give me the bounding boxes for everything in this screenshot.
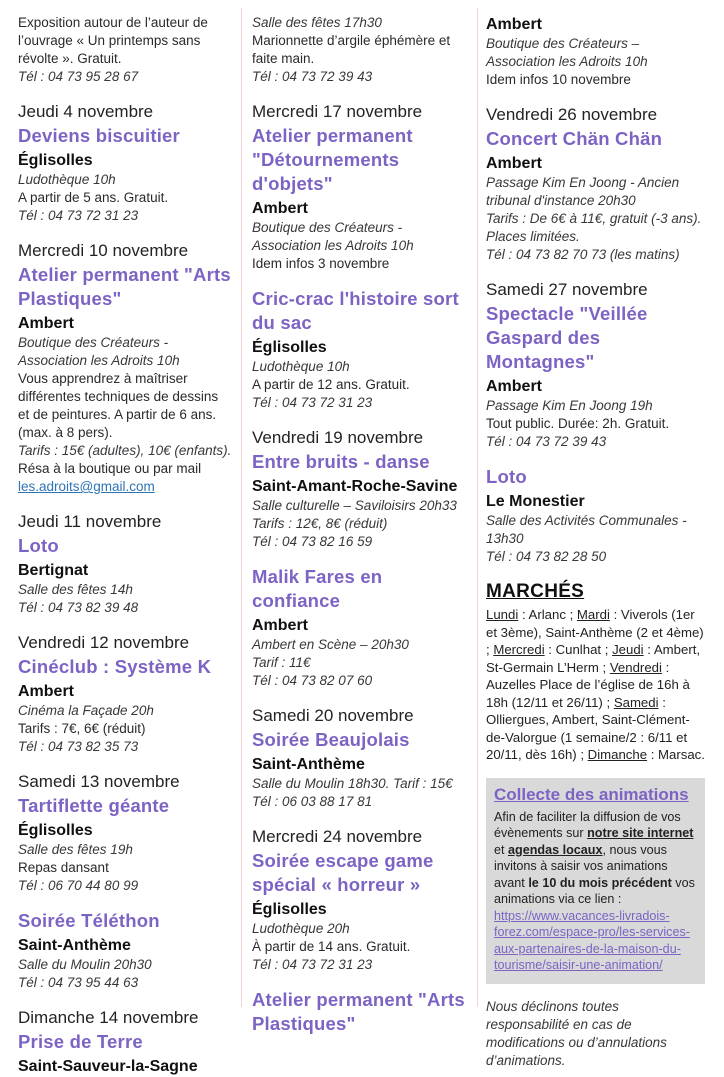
event-detail: Tél : 04 73 82 35 73: [18, 739, 139, 754]
event-detail: Cinéma la Façade 20h: [18, 703, 154, 718]
collecte-box: [486, 778, 705, 984]
event-town: Églisolles: [252, 339, 327, 356]
text-segment: le 10 du mois précédent: [528, 875, 672, 890]
event-date: Samedi 27 novembre: [486, 280, 648, 299]
event-block: [18, 770, 233, 895]
text-segment: vos animations via ce lien :: [494, 875, 699, 906]
text-segment: : Auzelles Place de l’église de 16h à 18h (12/11 et 26/11) ;: [486, 659, 694, 710]
event-detail: Salle culturelle – Saviloisirs 20h33: [252, 498, 457, 513]
event-detail: Repas dansant: [18, 860, 109, 875]
event-title: Concert Chän Chän: [486, 128, 663, 149]
event-detail: Tél : 04 73 82 07 60: [252, 673, 373, 688]
event-title: Atelier permanent "Arts Plastiques": [252, 989, 465, 1034]
event-title: Prise de Terre: [18, 1031, 143, 1052]
event-block: [18, 14, 233, 86]
day-label: Samedi: [613, 694, 659, 710]
event-detail: Tarifs : 7€, 6€ (réduit): [18, 721, 146, 736]
marches-section: [486, 580, 708, 764]
event-detail: Tarifs : 15€ (adultes), 10€ (enfants).: [18, 443, 232, 458]
event-detail: Vous apprendrez à maîtriser différentes techniques de dessins et de peintures. A partir de 6 ans. (max. à 8 pers).: [18, 371, 219, 440]
event-block: [486, 14, 705, 89]
event-block: [18, 909, 233, 992]
event-town: Ambert: [486, 16, 543, 33]
event-town: Églisolles: [18, 822, 93, 839]
event-detail: Marionnette d’argile éphémère et faite main.: [252, 33, 451, 66]
event-town: Saint-Sauveur-la-Sagne: [18, 1058, 198, 1075]
day-label: Mardi: [576, 607, 610, 622]
event-town: Bertignat: [18, 562, 89, 579]
event-block: [252, 988, 467, 1036]
event-date: Vendredi 12 novembre: [18, 633, 190, 652]
event-detail: A partir de 12 ans. Gratuit.: [252, 377, 410, 392]
event-detail: À partir de 14 ans. Gratuit.: [252, 939, 411, 954]
text-segment: : Olliergues, Ambert, Saint-Clément-de-Valorgue (1 semaine/2 : 6/11 et 20/11, dès 16h) ;: [486, 694, 691, 762]
event-date: Jeudi 4 novembre: [18, 102, 154, 121]
day-label: Jeudi: [612, 642, 644, 657]
event-detail: Salle du Moulin 18h30. Tarif : 15€: [252, 776, 453, 791]
event-block: [252, 100, 467, 273]
text-segment: Afin de faciliter la diffusion de vos évènements sur: [494, 809, 685, 840]
event-detail: A partir de 5 ans. Gratuit.: [18, 190, 169, 205]
event-title: Tartiflette géante: [18, 795, 170, 816]
event-detail: Ambert en Scène – 20h30: [252, 637, 409, 652]
event-date: Samedi 20 novembre: [252, 706, 414, 725]
event-title: Soirée Téléthon: [18, 910, 160, 931]
event-town: Ambert: [486, 378, 543, 395]
event-town: Saint-Anthème: [18, 937, 131, 954]
event-detail: Exposition autour de l’auteur de l’ouvrage « Un printemps sans révolte ». Gratuit.: [18, 15, 208, 66]
event-title: Cric-crac l'histoire sort du sac: [252, 288, 459, 333]
text-segment: : Cunlhat ;: [544, 642, 613, 657]
event-detail: Tél : 04 73 72 31 23: [252, 957, 373, 972]
event-detail: Tél : 04 73 72 31 23: [18, 208, 139, 223]
event-block: [252, 426, 467, 551]
event-block: [486, 465, 705, 566]
event-detail: Tarifs : De 6€ à 11€, gratuit (-3 ans). Places limitées.: [486, 211, 702, 244]
event-detail: Tout public. Durée: 2h. Gratuit.: [486, 416, 670, 431]
email-link[interactable]: les.adroits@gmail.com: [18, 479, 155, 494]
event-title: Entre bruits - danse: [252, 451, 430, 472]
event-date: Vendredi 26 novembre: [486, 105, 658, 124]
column-divider: [477, 8, 478, 1007]
event-detail: Tél : 04 73 82 39 48: [18, 600, 139, 615]
event-title: Cinéclub : Système K: [18, 656, 212, 677]
event-detail: Idem infos 3 novembre: [252, 256, 390, 271]
event-detail: Nous déclinons toutes responsabilité en cas de modifications ou d’annulations d’animations.: [486, 998, 667, 1068]
event-date: Dimanche 14 novembre: [18, 1008, 199, 1027]
marches-text: [486, 606, 708, 764]
event-detail: Salle des fêtes 17h30: [252, 15, 382, 30]
marches-heading: MARCHÉS: [486, 581, 585, 602]
text-segment: , nous vous invitons à saisir vos animations avant: [494, 842, 672, 890]
inline-link[interactable]: notre site internet: [587, 826, 694, 840]
event-town: Ambert: [486, 155, 543, 172]
day-label: Mercredi: [493, 642, 545, 657]
event-town: Ambert: [18, 315, 75, 332]
event-block: [486, 998, 705, 1070]
event-title: Loto: [18, 535, 59, 556]
event-block: [18, 631, 233, 756]
event-detail: Résa à la boutique ou par mail: [18, 461, 202, 476]
event-detail: Tél : 04 73 95 44 63: [18, 975, 139, 990]
event-block: [252, 825, 467, 974]
event-block: [18, 239, 233, 496]
columns-container: [18, 12, 706, 1077]
text-segment: et: [494, 826, 697, 857]
event-detail: Ludothèque 10h: [252, 359, 350, 374]
event-town: Ambert: [252, 200, 309, 217]
event-town: Saint-Amant-Roche-Savine: [252, 478, 458, 495]
event-block: [486, 103, 705, 264]
event-detail: Tél : 06 70 44 80 99: [18, 878, 139, 893]
event-detail: Salle des fêtes 14h: [18, 582, 133, 597]
event-detail: Tél : 04 73 82 28 50: [486, 549, 607, 564]
event-date: Samedi 13 novembre: [18, 772, 180, 791]
event-title: Atelier permanent "Arts Plastiques": [18, 264, 231, 309]
text-segment: : Marsac.: [647, 747, 705, 762]
column: [252, 12, 467, 1077]
url-link[interactable]: https://www.vacances-livradois-forez.com/espace-pro/les-services-aux-partenaires-de-la-maison-du-tourisme/saisir-une-animation/: [494, 908, 690, 972]
event-town: Églisolles: [18, 152, 93, 169]
event-title: Atelier permanent "Détournements d'objets": [252, 125, 413, 194]
collecte-text: [494, 809, 697, 974]
text-segment: : Ambert, St-Germain L’Herm ;: [486, 642, 704, 675]
event-title: Malik Fares en confiance: [252, 566, 383, 611]
text-segment: : Viverols (1er et 3ème), Saint-Anthème (2 et 4ème) ;: [486, 607, 708, 657]
column: [486, 12, 708, 1077]
event-block: [18, 510, 233, 617]
event-block: [486, 278, 705, 451]
event-date: Mercredi 17 novembre: [252, 102, 423, 121]
event-detail: Boutique des Créateurs - Association les Adroits 10h: [18, 335, 180, 368]
event-block: [252, 287, 467, 412]
event-detail: Tél : 04 73 72 39 43: [486, 434, 607, 449]
event-town: Le Monestier: [486, 493, 585, 510]
event-detail: Idem infos 10 novembre: [486, 72, 631, 87]
event-detail: Salle des Activités Communales - 13h30: [486, 513, 687, 546]
event-detail: Tél : 04 73 72 39 43: [252, 69, 373, 84]
event-title: Soirée Beaujolais: [252, 729, 410, 750]
event-date: Mercredi 24 novembre: [252, 827, 423, 846]
event-block: [18, 100, 233, 225]
event-detail: Tél : 06 03 88 17 81: [252, 794, 373, 809]
column-divider: [241, 8, 242, 1007]
inline-link[interactable]: agendas locaux: [508, 842, 603, 857]
event-detail: Salle du Moulin 20h30: [18, 957, 152, 972]
event-detail: Tarifs : 12€, 8€ (réduit): [252, 516, 388, 531]
column: [18, 12, 233, 1077]
event-title: Spectacle "Veillée Gaspard des Montagnes": [486, 303, 648, 372]
event-detail: Tél : 04 73 95 28 67: [18, 69, 139, 84]
event-block: [252, 565, 467, 690]
text-segment: : Arlanc ;: [518, 607, 577, 622]
event-detail: Boutique des Créateurs - Association les Adroits 10h: [252, 220, 414, 253]
event-date: Jeudi 11 novembre: [18, 512, 162, 531]
event-detail: Tél : 04 73 82 70 73 (les matins): [486, 247, 680, 262]
event-date: Mercredi 10 novembre: [18, 241, 189, 260]
event-detail: Ludothèque 20h: [252, 921, 350, 936]
event-town: Ambert: [18, 683, 75, 700]
event-title: Soirée escape game spécial « horreur »: [252, 850, 434, 895]
event-detail: Ludothèque 10h: [18, 172, 116, 187]
event-detail: Salle des fêtes 19h: [18, 842, 133, 857]
day-label: Lundi: [486, 607, 519, 622]
event-block: [252, 14, 467, 86]
day-label: Dimanche: [587, 747, 648, 762]
event-town: Ambert: [252, 617, 309, 634]
event-detail: Boutique des Créateurs – Association les Adroits 10h: [486, 36, 648, 69]
event-block: [18, 1006, 233, 1077]
event-title: Loto: [486, 466, 527, 487]
event-date: Vendredi 19 novembre: [252, 428, 424, 447]
event-detail: Tél : 04 73 72 31 23: [252, 395, 373, 410]
event-town: Saint-Anthème: [252, 756, 365, 773]
event-block: [252, 704, 467, 811]
event-detail: Tarif : 11€: [252, 655, 311, 670]
event-town: Églisolles: [252, 901, 327, 918]
day-label: Vendredi: [609, 659, 662, 675]
collecte-heading: Collecte des animations: [494, 784, 689, 804]
event-detail: Passage Kim En Joong 19h: [486, 398, 653, 413]
event-title: Deviens biscuitier: [18, 125, 180, 146]
event-detail: Tél : 04 73 82 16 59: [252, 534, 373, 549]
event-detail: Passage Kim En Joong - Ancien tribunal d'instance 20h30: [486, 175, 680, 208]
